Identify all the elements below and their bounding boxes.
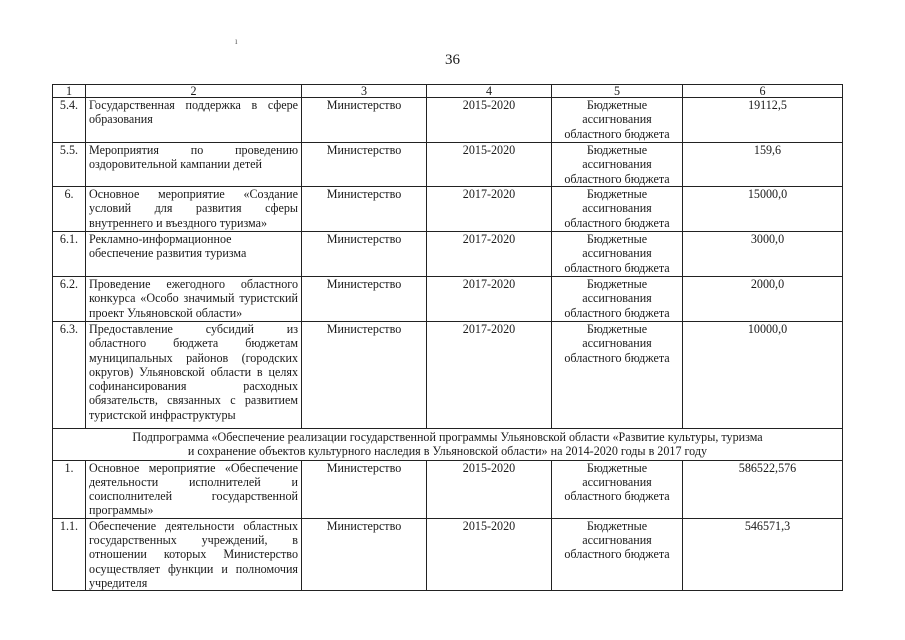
- table-row: [53, 277, 843, 322]
- column-number-row: [53, 85, 843, 98]
- period-cell: 2015-2020: [427, 143, 552, 187]
- executor-cell: Министерство: [302, 322, 427, 429]
- amount-cell: [683, 143, 843, 187]
- subprogram-row: [53, 429, 843, 461]
- funding-source-cell: Бюджетные ассигнования областного бюджета: [552, 187, 683, 232]
- subprogram-title-line: Подпрограмма «Обеспечение реализации государственной программы Ульяновской области «Развитие культуры, туризма: [132, 430, 763, 444]
- executor-cell: Министерство: [302, 98, 427, 143]
- period-cell: 2017-2020: [427, 232, 552, 277]
- funding-source-cell: Бюджетные ассигнования областного бюджета: [552, 460, 683, 518]
- item-number-cell: 1.1.: [53, 518, 86, 590]
- executor-cell: Министерство: [302, 232, 427, 277]
- amount-value: 10000,0: [747, 322, 788, 336]
- amount-value: 159,6: [753, 143, 782, 157]
- executor-cell: Министерство: [302, 518, 427, 590]
- executor-cell: Министерство: [302, 143, 427, 187]
- funding-source-cell: Бюджетные ассигнования областного бюджета: [552, 232, 683, 277]
- table-row: [53, 143, 843, 187]
- item-number-cell: 6.: [53, 187, 86, 232]
- item-number-cell: 5.5.: [53, 143, 86, 187]
- item-name-cell: Мероприятия по проведению оздоровительной кампании детей: [86, 143, 302, 187]
- scan-mark: ı: [235, 36, 238, 46]
- amount-cell: [683, 322, 843, 429]
- item-number-cell: 1.: [53, 460, 86, 518]
- column-number-cell: 1: [53, 85, 86, 98]
- item-number-cell: 6.2.: [53, 277, 86, 322]
- column-number-cell: 6: [683, 85, 843, 98]
- item-number-cell: 6.3.: [53, 322, 86, 429]
- column-number-cell: 5: [552, 85, 683, 98]
- period-cell: 2015-2020: [427, 518, 552, 590]
- column-number-cell: 2: [86, 85, 302, 98]
- amount-cell: [683, 518, 843, 590]
- subprogram-title-line: и сохранение объектов культурного наследия в Ульяновской области» на 2014-2020 годы в 2017 году: [187, 444, 708, 459]
- period-cell: 2017-2020: [427, 322, 552, 429]
- period-cell: 2015-2020: [427, 98, 552, 143]
- item-name-cell: Предоставление субсидий из областного бюджета бюджетам муниципальных районов (городских округов) Ульяновской области в целях софинансирования расходных обязательств, связанных с развитием туристской инфраструктуры: [86, 322, 302, 429]
- amount-value: 19112,5: [748, 98, 787, 112]
- amount-value: 15000,0: [747, 187, 788, 201]
- item-name-cell: Государственная поддержка в сфере образования: [86, 98, 302, 143]
- table-row: [53, 460, 843, 518]
- item-name-cell: Основное мероприятие «Создание условий для развития сферы внутреннего и въездного туризма»: [86, 187, 302, 232]
- budget-table: [52, 84, 843, 591]
- table-row: [53, 322, 843, 429]
- column-number-cell: 3: [302, 85, 427, 98]
- amount-cell: [683, 232, 843, 277]
- amount-value: 586522,576: [738, 460, 797, 475]
- item-name-cell: Обеспечение деятельности областных государственных учреждений, в отношении которых Министерство осуществляет функции и полномочия учредителя: [86, 518, 302, 590]
- funding-source-cell: Бюджетные ассигнования областного бюджета: [552, 98, 683, 143]
- period-cell: 2015-2020: [427, 460, 552, 518]
- amount-cell: [683, 460, 843, 518]
- page-number: 36: [445, 52, 460, 68]
- funding-source-cell: Бюджетные ассигнования областного бюджета: [552, 277, 683, 322]
- amount-value: 2000,0: [750, 277, 785, 291]
- item-number-cell: 6.1.: [53, 232, 86, 277]
- item-name-cell: Основное мероприятие «Обеспечение деятельности исполнителей и соисполнителей государственной программы»: [86, 460, 302, 518]
- table-row: [53, 232, 843, 277]
- table-row: [53, 518, 843, 590]
- funding-source-cell: Бюджетные ассигнования областного бюджета: [552, 518, 683, 590]
- amount-cell: [683, 277, 843, 322]
- executor-cell: Министерство: [302, 277, 427, 322]
- table-row: [53, 187, 843, 232]
- amount-cell: [683, 187, 843, 232]
- item-name-cell: Проведение ежегодного областного конкурса «Особо значимый туристский проект Ульяновской области»: [86, 277, 302, 322]
- executor-cell: Министерство: [302, 460, 427, 518]
- amount-cell: [683, 98, 843, 143]
- funding-source-cell: Бюджетные ассигнования областного бюджета: [552, 322, 683, 429]
- subprogram-title: [53, 429, 843, 461]
- table-row: [53, 98, 843, 143]
- funding-source-cell: Бюджетные ассигнования областного бюджета: [552, 143, 683, 187]
- column-number-cell: 4: [427, 85, 552, 98]
- executor-cell: Министерство: [302, 187, 427, 232]
- period-cell: 2017-2020: [427, 187, 552, 232]
- amount-value: 546571,3: [744, 518, 791, 533]
- item-number-cell: 5.4.: [53, 98, 86, 143]
- item-name-cell: Рекламно-информационное обеспечение развития туризма: [86, 232, 302, 277]
- period-cell: 2017-2020: [427, 277, 552, 322]
- amount-value: 3000,0: [750, 232, 785, 246]
